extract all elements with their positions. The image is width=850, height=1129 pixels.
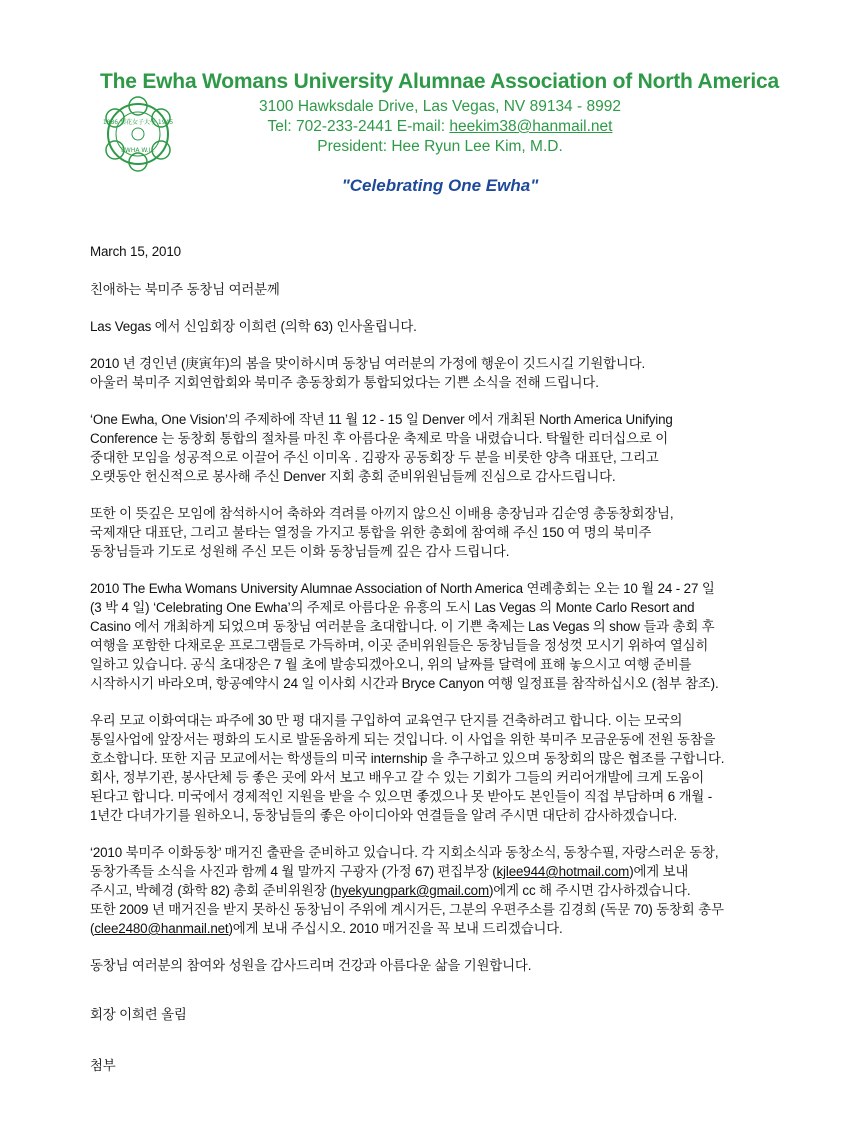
address: 3100 Hawksdale Drive, Las Vegas, NV 89134 - 8992 [259,98,621,115]
paragraph-line: 국제재단 대표단, 그리고 불타는 열정을 가지고 통합을 위한 총회에 참여해 주신 150 여 명의 북미주 [90,525,652,540]
paragraph-line: ‘2010 북미주 이화동창’ 매거진 출판을 준비하고 있습니다. 각 지회소식과 동창소식, 동창수필, 자랑스러운 동창, [90,845,719,860]
paragraph-line: 중대한 모임을 성공적으로 이끌어 주신 이미옥 . 김광자 공동회장 두 분을 비롯한 양측 대표단, 그리고 [90,450,659,465]
email-link[interactable]: heekim38@hanmail.net [449,118,613,135]
paragraph-line: 동창님들과 기도로 성원해 주신 모든 이화 동창님들께 깊은 감사 드립니다. [90,544,510,559]
paragraph-line: 된다고 합니다. 미국에서 경제적인 지원을 받을 수 있으면 좋겠으나 못 받아도 본인들이 직접 부담하며 6 개월 - [90,789,713,804]
letterhead [0,0,850,200]
tel-email-line [200,117,680,137]
paragraph-line [90,919,770,938]
seal-text-bottom: EWHA W.U. [121,147,155,154]
signature: 회장 이희련 올림 [90,1007,187,1022]
paragraph-line: Casino 에서 개최하게 되었으며 동창님 여러분을 초대합니다. 이 기쁜 축제는 Las Vegas 의 show 들과 총회 후 [90,619,715,634]
greeting: 친애하는 북미주 동창님 여러분께 [90,282,280,297]
president: President: Hee Ryun Lee Kim, M.D. [317,138,563,155]
secretary-email-link[interactable]: clee2480@hanmail.net [94,921,229,936]
paragraph-line: 오랫동안 헌신적으로 봉사해 주신 Denver 지회 총회 준비위원님들께 진심으로 감사드립니다. [90,469,616,484]
paragraph-line: 또한 2009 년 매거진을 받지 못하신 동창님이 주위에 계시거든, 그분의 우편주소를 김경희 (독문 70) 동창회 총무 [90,902,724,917]
paragraph-6 [90,843,770,938]
letter-body [90,242,770,1075]
text-segment: )에게 cc 해 주시면 감사하겠습니다. [488,883,691,898]
paragraph-5 [90,711,770,825]
organization-title: The Ewha Womans University Alumnae Association of North America [100,70,779,93]
editor-email-link[interactable]: kjlee944@hotmail.com [496,864,630,879]
paragraph-line: 우리 모교 이화여대는 파주에 30 만 평 대지를 구입하여 교육연구 단지를 건축하려고 합니다. 이는 모국의 [90,713,683,728]
paragraph-3 [90,504,770,561]
paragraph-line: 아울러 북미주 지회연합회와 북미주 총동창회가 통합되었다는 기쁜 소식을 전해 드립니다. [90,375,599,390]
paragraph-line: 또한 이 뜻깊은 모임에 참석하시어 축하와 격려를 아끼지 않으신 이배용 총장님과 김순영 총동창회장님, [90,506,674,521]
slogan: "Celebrating One Ewha" [341,176,539,195]
committee-email-link[interactable]: hyekyungpark@gmail.com [334,883,489,898]
text-segment: ( [90,921,95,936]
paragraph-line: 2010 년 경인년 (庚寅年)의 봄을 맞이하시며 동창님 여러분의 가정에 행운이 깃드시길 기원합니다. [90,356,646,371]
text-segment: 동창가족들 소식을 사진과 함께 4 월 말까지 구광자 (가정 67) 편집부장 ( [90,864,497,879]
text-segment: )에게 보내 [629,864,689,879]
paragraph-line: 일하고 있습니다. 공식 초대장은 7 월 초에 발송되겠아오니, 위의 날짜를 달력에 표해 놓으시고 여행 준비를 [90,657,692,672]
paragraph-line: 여행을 포함한 다채로운 프로그램들로 가득하며, 이곳 준비위원들은 동창님들을 정성껏 모시기 위하여 열심히 [90,638,709,653]
paragraph-2 [90,410,770,486]
letter-date: March 15, 2010 [90,244,181,259]
paragraph-line: 통일사업에 앞장서는 평화의 도시로 발돋움하게 되는 것입니다. 이 사업을 위한 북미주 모금운동에 전원 동참을 [90,732,716,747]
paragraph-line: Conference 는 동창회 통합의 절차를 마친 후 아름다운 축제로 막을 내렸습니다. 탁월한 리더십으로 이 [90,431,668,446]
paragraph-line [90,862,770,881]
paragraph-line: 2010 The Ewha Womans University Alumnae Association of North America 연례총회는 오는 10 월 24 - 27 일 [90,581,715,596]
attachment: 첨부 [90,1058,116,1073]
text-segment: )에게 보내 주십시오. 2010 매거진을 꼭 보내 드리겠습니다. [228,921,563,936]
paragraph-line: 호소합니다. 또한 지금 모교에서는 학생들의 미국 internship 을 추구하고 있으며 동창회의 많은 협조를 구합니다. [90,751,725,766]
paragraph-line: (3 박 4 일) ‘Celebrating One Ewha’의 주제로 아름다운 유흥의 도시 Las Vegas 의 Monte Carlo Resort and [90,600,695,615]
paragraph-line: ‘One Ewha, One Vision’의 주제하에 작년 11 월 12 - 15 일 Denver 에서 개최된 North America Unifying [90,412,673,427]
paragraph-line: 시작하시기 바라오며, 항공예약시 24 일 이사회 시간과 Bryce Canyon 여행 일정표를 참작하십시오 (첨부 참조). [90,676,719,691]
intro: Las Vegas 에서 신임회장 이희련 (의학 63) 인사올립니다. [90,319,417,334]
tel-label: Tel: 702-233-2441 E-mail: [267,118,446,135]
contact-block [200,97,680,157]
paragraph-line [90,881,770,900]
paragraph-1 [90,354,770,392]
text-segment: 주시고, 박혜경 (화학 82) 총회 준비위원장 ( [90,883,335,898]
paragraph-line: 회사, 정부기관, 봉사단체 등 좋은 곳에 와서 보고 배우고 갈 수 있는 기회가 그들의 커리어개발에 크게 도움이 [90,770,705,785]
seal-text-top: 1886 梨花女子大學 1945 [102,119,174,126]
closing: 동창님 여러분의 참여와 성원을 감사드리며 건강과 아름다운 삶을 기원합니다. [90,958,532,973]
paragraph-4 [90,579,770,693]
ewha-seal-logo [100,96,176,172]
paragraph-line: 1년간 다녀가기를 원하오니, 동창님들의 좋은 아이디아와 연결들을 알려 주시면 대단히 감사하겠습니다. [90,808,678,823]
